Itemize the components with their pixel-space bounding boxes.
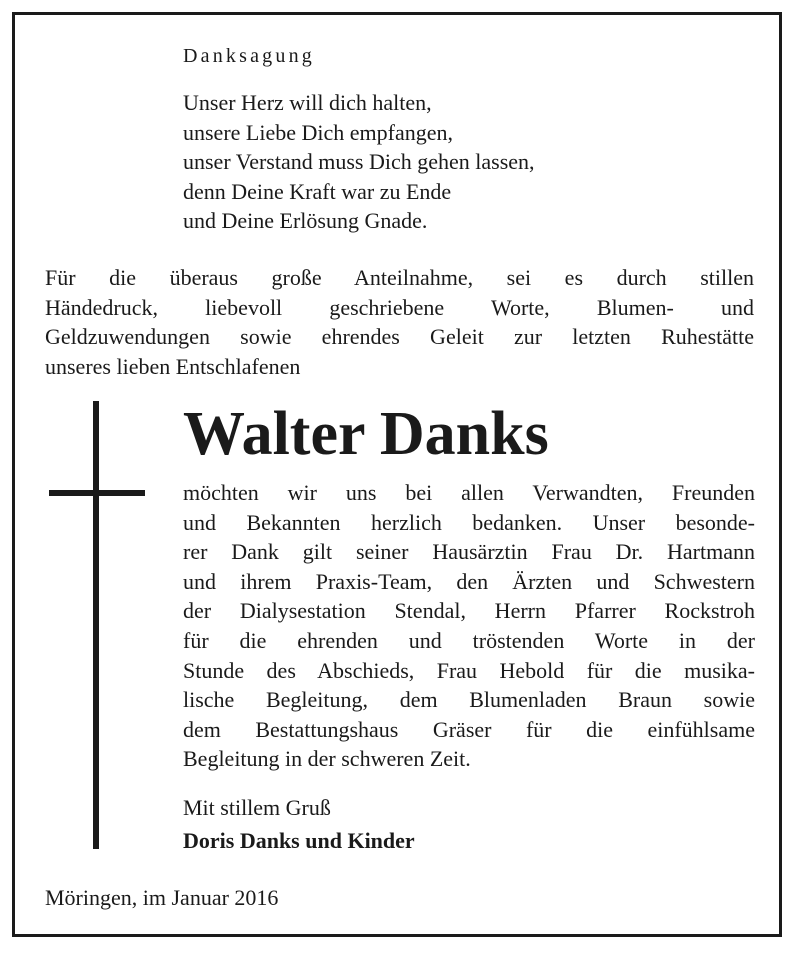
poem-line: unser Verstand muss Dich gehen lassen, <box>183 149 535 174</box>
poem <box>183 88 535 236</box>
intro-line: Händedruck, liebevoll geschriebene Worte, Blumen- und <box>45 294 754 320</box>
intro-line: Für die überaus große Anteilnahme, sei es durch stillen <box>45 265 754 290</box>
thanks-line: Stunde des Abschieds, Frau Hebold für die musika- <box>183 657 755 683</box>
thanks-line: rer Dank gilt seiner Hausärztin Frau Dr. Hartmann <box>183 539 755 565</box>
thanks-line: der Dialysestation Stendal, Herrn Pfarrer Rockstroh <box>183 598 755 624</box>
thanks-line: möchten wir uns bei allen Verwandten, Freunden <box>183 480 755 505</box>
thanks-line: für die ehrenden und tröstenden Worte in der <box>183 627 755 653</box>
signature: Doris Danks und Kinder <box>183 828 415 853</box>
intro-line: Geldzuwendungen sowie ehrendes Geleit zur letzten Ruhestätte <box>45 324 754 349</box>
poem-line: unsere Liebe Dich empfangen, <box>183 119 453 145</box>
thanks-line: und Bekannten herzlich bedanken. Unser besonde- <box>183 509 755 535</box>
thanks-line: und ihrem Praxis-Team, den Ärzten und Schwestern <box>183 568 755 594</box>
thanks-line: Begleitung in der schweren Zeit. <box>183 746 471 772</box>
poem-line: und Deine Erlösung Gnade. <box>183 208 428 233</box>
intro-line: unseres lieben Entschlafenen <box>45 353 301 379</box>
notice-heading: Danksagung <box>183 45 315 67</box>
closing-greeting: Mit stillem Gruß <box>183 795 331 820</box>
poem-line: Unser Herz will dich halten, <box>183 90 432 115</box>
deceased-name: Walter Danks <box>183 400 549 468</box>
thanks-paragraph <box>183 478 755 774</box>
cross-icon-horizontal-bar <box>49 490 145 496</box>
cross-icon-vertical-bar <box>93 401 99 849</box>
place-and-date: Möringen, im Januar 2016 <box>45 885 279 910</box>
poem-line: denn Deine Kraft war zu Ende <box>183 178 452 204</box>
thanks-line: dem Bestattungshaus Gräser für die einfühlsame <box>183 716 755 742</box>
thanks-line: lische Begleitung, dem Blumenladen Braun sowie <box>183 687 755 713</box>
intro-paragraph <box>45 263 754 381</box>
